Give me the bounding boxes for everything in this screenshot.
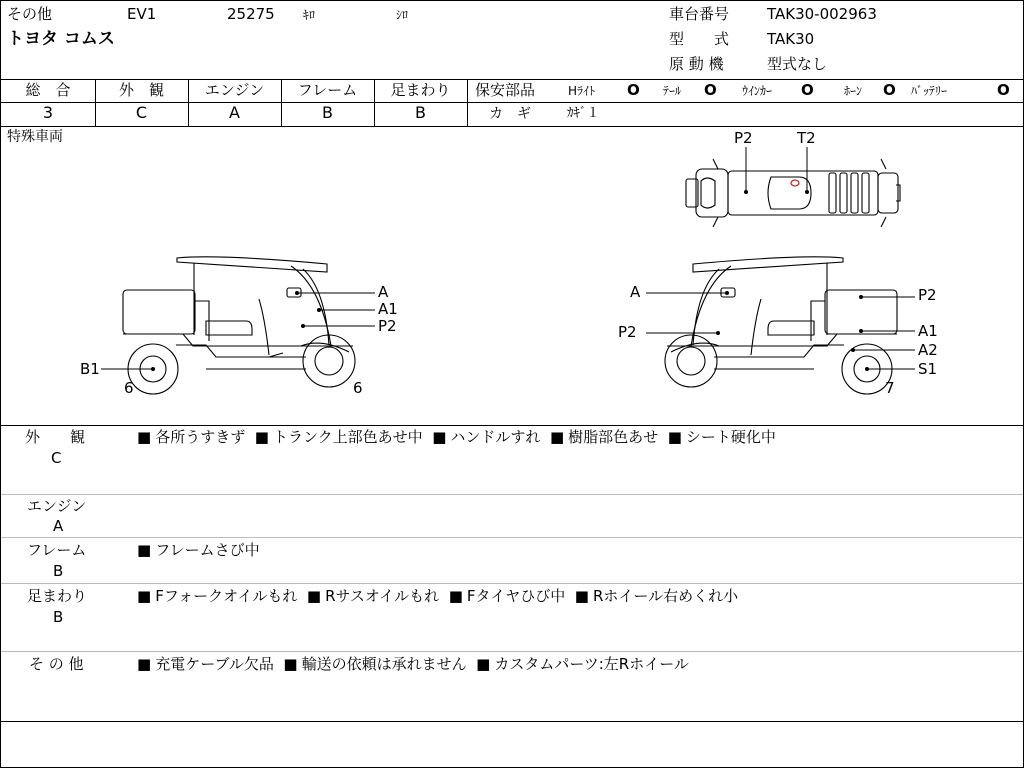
note-items-suspension (137, 589, 738, 604)
chassis-label: 車台番号 (669, 5, 730, 23)
note-item: ■ 充電ケーブル欠品 (137, 655, 274, 673)
right-label-s1: S1 (918, 360, 938, 378)
safety-mark-winker: O (801, 81, 814, 99)
note-title-frame: フレーム (27, 541, 87, 559)
note-item: ■ トランク上部色あせ中 (255, 428, 423, 446)
right-label-p2-trunk: P2 (918, 286, 937, 304)
grade-header-overall: 総 合 (25, 81, 71, 99)
note-items-other (137, 657, 689, 672)
safety-item-horn: ﾎｰﾝ (844, 84, 863, 98)
note-items-frame (137, 543, 260, 558)
grade-engine: A (229, 103, 240, 122)
note-item: ■ Fタイヤひび中 (449, 587, 566, 605)
note-item: ■ 輸送の依頼は承れません (283, 655, 466, 673)
right-label-a: A (630, 283, 641, 301)
safety-item-tail: ﾃｰﾙ (663, 84, 682, 98)
vehicle-diagram (1, 1, 1023, 426)
left-label-a1: A1 (378, 300, 398, 318)
right-label-a2: A2 (918, 341, 938, 359)
vehicle-name: トヨタ コムス (7, 29, 115, 49)
safety-mark-headlight: O (627, 81, 640, 99)
key-value: ｶｷﾞ１ (567, 106, 600, 121)
grade-header-frame: フレーム (297, 81, 358, 99)
note-item: ■ ハンドルすれ (432, 428, 540, 446)
safety-mark-tail: O (704, 81, 717, 99)
grade-header-suspension: 足まわり (390, 81, 451, 99)
note-grade-frame: B (53, 562, 64, 580)
safety-item-battery: ﾊﾞｯﾃﾘｰ (911, 84, 948, 98)
note-title-other: そ の 他 (29, 655, 84, 673)
safety-mark-horn: O (883, 81, 896, 99)
note-item: ■ カスタムパーツ:左Rホイール (476, 655, 689, 673)
note-grade-suspension: B (53, 608, 64, 626)
note-title-suspension: 足まわり (27, 587, 88, 605)
note-title-engine: エンジン (27, 497, 87, 515)
type-value: TAK30 (767, 30, 815, 48)
left-label-b1: B1 (80, 360, 100, 378)
note-item: ■ フレームさび中 (137, 541, 260, 559)
note-item: ■ 各所うすきず (137, 428, 245, 446)
note-title-exterior: 外 観 (25, 428, 86, 446)
type-label: 型 式 (669, 30, 730, 48)
left-label-front-tire: 6 (124, 379, 134, 397)
engine-label: 原 動 機 (669, 55, 724, 73)
note-grade-exterior: C (51, 449, 62, 467)
note-grade-engine: A (53, 517, 64, 535)
note-item: ■ 樹脂部色あせ (550, 428, 658, 446)
vehicle-color: ｼﾛ (396, 8, 409, 22)
safety-item-headlight: Hﾗｲﾄ (568, 84, 596, 98)
grade-frame: B (322, 103, 333, 122)
left-label-rear-tire: 6 (353, 379, 363, 397)
diagram-section-label: 特殊車両 (7, 129, 63, 145)
top-label-p2: P2 (734, 129, 753, 147)
key-label: カ ギ (489, 106, 531, 122)
right-label-p2-front: P2 (618, 323, 637, 341)
mileage-unit: ｷﾛ (303, 8, 316, 22)
grade-header-engine: エンジン (204, 81, 265, 99)
left-label-a: A (378, 283, 389, 301)
right-label-a1: A1 (918, 322, 938, 340)
note-items-exterior (137, 430, 776, 445)
safety-item-winker: ｳｲﾝｶｰ (742, 84, 773, 98)
note-item: ■ シート硬化中 (668, 428, 776, 446)
model-code: EV1 (127, 5, 157, 23)
grade-suspension: B (415, 103, 426, 122)
category: その他 (7, 5, 53, 23)
top-label-t2: T2 (797, 129, 816, 147)
grade-overall: 3 (42, 103, 54, 122)
engine-value: 型式なし (767, 55, 828, 73)
mileage: 25275 (227, 5, 275, 23)
note-item: ■ Fフォークオイルもれ (137, 587, 297, 605)
safety-mark-battery: O (997, 81, 1010, 99)
note-item: ■ Rサスオイルもれ (307, 587, 439, 605)
right-label-rear-tire: 7 (885, 379, 895, 397)
grade-header-exterior: 外 観 (118, 81, 164, 99)
grade-exterior: C (135, 103, 148, 122)
chassis-number: TAK30-002963 (767, 5, 877, 23)
note-item: ■ Rホイール右めくれ小 (575, 587, 738, 605)
left-label-p2: P2 (378, 317, 397, 335)
safety-label: 保安部品 (475, 81, 536, 99)
